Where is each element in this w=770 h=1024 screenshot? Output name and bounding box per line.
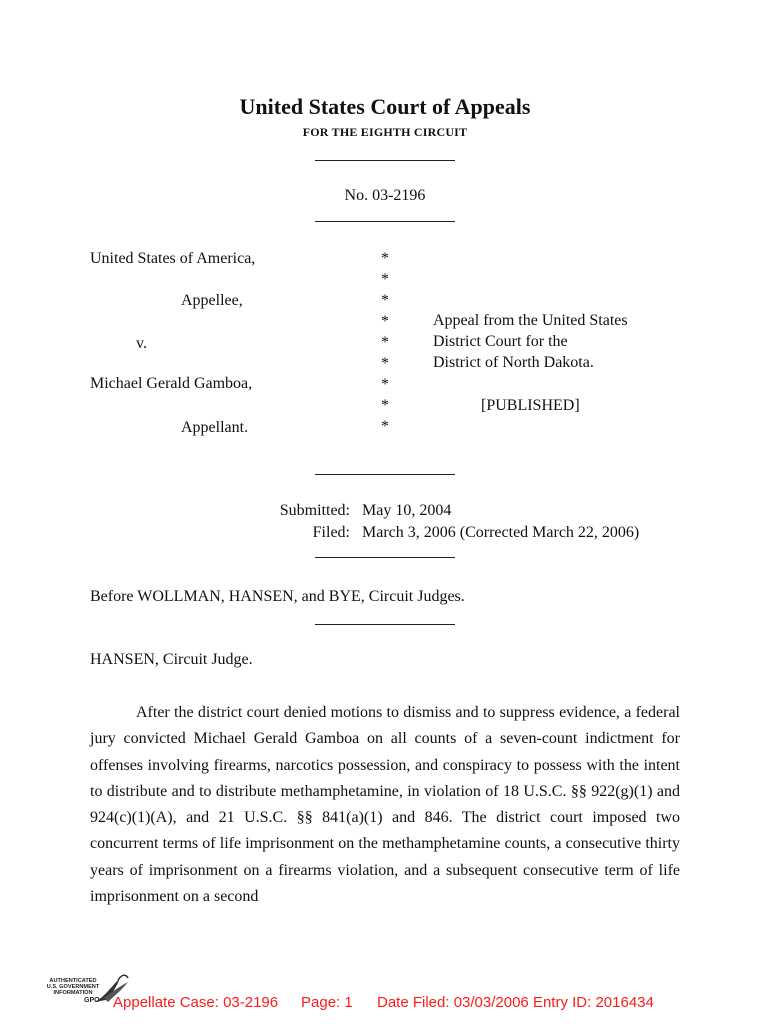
divider-rule [315,221,455,222]
docket-number: No. 03-2196 [344,187,426,204]
submitted-label: Submitted: [279,502,350,519]
caption-star-column [381,248,389,437]
caption-star: * [381,250,389,267]
appeal-from-line: Appeal from the United States [433,312,628,329]
appeal-from-line: District of North Dakota. [433,354,594,371]
filed-label: Filed: [312,524,350,541]
footer-case-number: Appellate Case: 03-2196 [113,994,279,1011]
divider-rule [315,557,455,558]
footer-page-number: Page: 1 [301,994,353,1011]
party-appellant-role: Appellant. [181,419,249,436]
divider-rule [315,160,455,161]
published-label: [PUBLISHED] [481,397,580,414]
caption-star: * [381,313,389,330]
versus-label: v. [136,335,147,352]
panel-line: Before WOLLMAN, HANSEN, and BYE, Circuit Judges. [90,588,465,605]
party-appellee-role: Appellee, [181,292,243,309]
seal-text-line: U.S. GOVERNMENT [46,984,100,991]
divider-rule [315,624,455,625]
seal-text-line: INFORMATION [53,990,93,997]
appeal-from-line: District Court for the [433,333,568,350]
circuit-subtitle: FOR THE EIGHTH CIRCUIT [302,125,468,139]
caption-star: * [381,355,389,372]
caption-star: * [381,418,389,435]
divider-rule [315,474,455,475]
filed-date: March 3, 2006 (Corrected March 22, 2006) [362,524,640,541]
caption-star: * [381,376,389,393]
caption-star: * [381,271,389,288]
party-appellee-name: United States of America, [90,250,256,267]
opinion-paragraph: After the district court denied motions to dismiss and to suppress evidence, a federal jury convicted Michael Gerald Gamboa on all counts of a seven-count indictment for offenses involving firearms, narcotics possession, and conspiracy to possess with the intent to distribute and to distribute methamphetamine, in violation of 18 U.S.C. §§ 922(g)(1) and 924(c)(1)(A), and 21 U.S.C. §§ 841(a)(1) and 846. The district court imposed two concurrent terms of life imprisonment on the methamphetamine counts, a consecutive thirty years of imprisonment on a firearms violation, and a subsequent consecutive term of life imprisonment on a second [90,704,680,906]
author-line: HANSEN, Circuit Judge. [90,651,253,668]
caption-star: * [381,292,389,309]
footer-date-filed: Date Filed: 03/03/2006 Entry ID: 2016434 [377,994,654,1011]
caption-star: * [381,397,389,414]
caption-star: * [381,334,389,351]
court-title: United States Court of Appeals [239,94,531,119]
submitted-date: May 10, 2004 [362,502,452,519]
seal-gpo-text: GPO [84,997,100,1004]
party-appellant-name: Michael Gerald Gamboa, [90,375,253,392]
seal-text-line: AUTHENTICATED [49,978,97,984]
